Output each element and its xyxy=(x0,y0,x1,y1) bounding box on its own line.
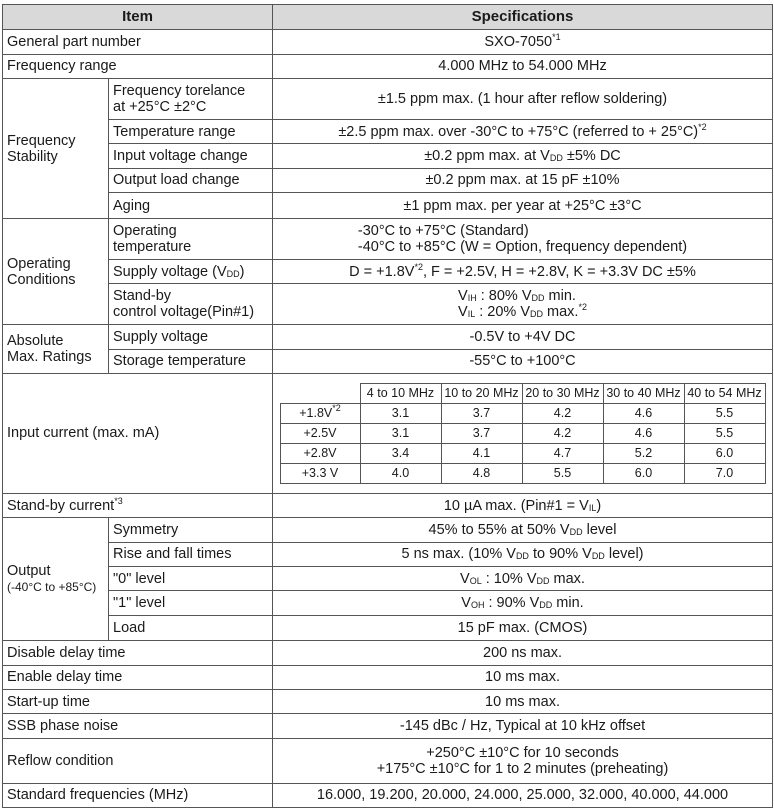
disable-delay-label: Disable delay time xyxy=(3,641,273,665)
output-label: Output (-40°C to +85°C) xyxy=(3,518,109,641)
startup-time-value: 10 ms max. xyxy=(273,690,773,714)
table-row xyxy=(3,665,773,689)
frequency-stability-label: Frequency Stability xyxy=(3,79,109,219)
table-row xyxy=(3,79,773,120)
table-row xyxy=(3,260,773,284)
input-current-voltage: +3.3 V xyxy=(280,463,360,483)
level-0-value: $V_{OL}$ : 10% $V_{DD}$ max. xyxy=(273,567,773,591)
level-1-value: $V_{OH}$ : 90% $V_{DD}$ min. xyxy=(273,591,773,615)
item-header: Item xyxy=(3,5,273,30)
enable-delay-value: 10 ms max. xyxy=(273,665,773,689)
input-current-value: 4.7 xyxy=(522,443,603,463)
standby-current-label: Stand-by current$^{*3}$ xyxy=(3,493,273,517)
table-row xyxy=(3,193,773,219)
ssb-phase-noise-label: SSB phase noise xyxy=(3,714,273,738)
input-current-value: 5.5 xyxy=(684,423,765,443)
table-row xyxy=(3,119,773,143)
frequency-tolerance-value: ±1.5 ppm max. (1 hour after reflow soldering) xyxy=(273,79,773,120)
standard-frequencies-value: 16.000, 19.200, 20.000, 24.000, 25.000, 32.000, 40.000, 44.000 xyxy=(273,783,773,808)
temperature-range-label: Temperature range xyxy=(109,119,273,143)
level-1-label: "1" level xyxy=(109,591,273,615)
abs-supply-voltage-label: Supply voltage xyxy=(109,325,273,349)
table-row xyxy=(3,168,773,192)
table-row xyxy=(3,284,773,325)
input-current-cell xyxy=(273,373,773,493)
general-part-number-value: SXO-7050$^{*1}$ xyxy=(273,30,773,54)
input-current-row xyxy=(280,463,765,483)
input-current-row xyxy=(280,443,765,463)
input-current-value: 6.0 xyxy=(603,463,684,483)
input-current-value: 6.0 xyxy=(684,443,765,463)
input-current-value: 4.8 xyxy=(441,463,522,483)
table-row xyxy=(3,54,773,78)
table-row xyxy=(3,738,773,783)
table-row xyxy=(3,591,773,615)
input-current-value: 5.5 xyxy=(684,403,765,423)
input-current-value: 4.6 xyxy=(603,403,684,423)
table-row xyxy=(3,783,773,808)
table-row xyxy=(3,518,773,542)
aging-value: ±1 ppm max. per year at +25°C ±3°C xyxy=(273,193,773,219)
input-current-corner xyxy=(280,383,360,403)
input-voltage-change-value: ±0.2 ppm max. at $V_{DD} \pm 5\%$ DC xyxy=(273,144,773,168)
absolute-max-ratings-label: Absolute Max. Ratings xyxy=(3,325,109,374)
rise-fall-times-label: Rise and fall times xyxy=(109,542,273,566)
output-load-change-label: Output load change xyxy=(109,168,273,192)
frequency-tolerance-label: Frequency torelance at +25°C ±2°C xyxy=(109,79,273,120)
input-current-value: 4.1 xyxy=(441,443,522,463)
input-current-row xyxy=(280,423,765,443)
input-current-voltage: $+1.8V^{*2}$ xyxy=(280,403,360,423)
load-label: Load xyxy=(109,615,273,640)
table-row xyxy=(3,567,773,591)
frequency-range-value: 4.000 MHz to 54.000 MHz xyxy=(273,54,773,78)
specifications-header: Specifications xyxy=(273,5,773,30)
input-current-value: 4.2 xyxy=(522,423,603,443)
input-current-value: 4.0 xyxy=(360,463,441,483)
input-current-column-header: 40 to 54 MHz xyxy=(684,383,765,403)
standby-control-voltage-value: $V_{IH}$ : 80% $V_{DD}$ min. $V_{IL}$ : 20% $V_{DD}$ max.$^{*2}$ xyxy=(273,284,773,325)
operating-temperature-label: Operating temperature xyxy=(109,219,273,260)
table-row xyxy=(3,373,773,493)
symmetry-label: Symmetry xyxy=(109,518,273,542)
operating-temperature-value: -30°C to +75°C (Standard) -40°C to +85°C (W = Option, frequency dependent) xyxy=(273,219,773,260)
operating-conditions-label: Operating Conditions xyxy=(3,219,109,325)
input-current-value: 3.1 xyxy=(360,423,441,443)
input-current-value: 5.2 xyxy=(603,443,684,463)
input-voltage-change-label: Input voltage change xyxy=(109,144,273,168)
input-current-column-header: 4 to 10 MHz xyxy=(360,383,441,403)
startup-time-label: Start-up time xyxy=(3,690,273,714)
reflow-condition-value: +250°C ±10°C for 10 seconds +175°C ±10°C for 1 to 2 minutes (preheating) xyxy=(273,738,773,783)
input-current-value: 3.1 xyxy=(360,403,441,423)
input-current-value: 5.5 xyxy=(522,463,603,483)
table-header-row xyxy=(3,5,773,30)
reflow-condition-label: Reflow condition xyxy=(3,738,273,783)
table-row xyxy=(3,493,773,517)
input-current-value: 4.2 xyxy=(522,403,603,423)
input-current-column-header: 30 to 40 MHz xyxy=(603,383,684,403)
input-current-value: 4.6 xyxy=(603,423,684,443)
standby-current-value: 10 µA max. (Pin#1 = $V_{IL}$) xyxy=(273,493,773,517)
table-row xyxy=(3,714,773,738)
table-row xyxy=(3,325,773,349)
input-current-value: 7.0 xyxy=(684,463,765,483)
level-0-label: "0" level xyxy=(109,567,273,591)
table-row xyxy=(3,542,773,566)
input-current-row xyxy=(280,403,765,423)
aging-label: Aging xyxy=(109,193,273,219)
temperature-range-value: ±2.5 ppm max. over -30°C to +75°C (referred to + 25°C)$^{*2}$ xyxy=(273,119,773,143)
ssb-phase-noise-value: -145 dBc / Hz, Typical at 10 kHz offset xyxy=(273,714,773,738)
load-value: 15 pF max. (CMOS) xyxy=(273,615,773,640)
input-current-voltage: +2.8V xyxy=(280,443,360,463)
output-load-change-value: ±0.2 ppm max. at 15 pF ±10% xyxy=(273,168,773,192)
abs-supply-voltage-value: -0.5V to +4V DC xyxy=(273,325,773,349)
input-current-value: 3.4 xyxy=(360,443,441,463)
supply-voltage-vdd-label: Supply voltage $(V_{DD})$ xyxy=(109,260,273,284)
symmetry-value: 45% to 55% at 50% $V_{DD}$ level xyxy=(273,518,773,542)
input-current-header-row xyxy=(280,383,765,403)
specifications-table xyxy=(2,4,773,808)
table-row xyxy=(3,690,773,714)
disable-delay-value: 200 ns max. xyxy=(273,641,773,665)
input-current-value: 3.7 xyxy=(441,403,522,423)
input-current-table xyxy=(280,383,766,484)
input-current-label: Input current (max. mA) xyxy=(3,373,273,493)
supply-voltage-vdd-value: $D = +1.8V^{*2}$, F = +2.5V, H = +2.8V, K = +3.3V DC ±5% xyxy=(273,260,773,284)
input-current-voltage: +2.5V xyxy=(280,423,360,443)
input-current-column-header: 20 to 30 MHz xyxy=(522,383,603,403)
table-row xyxy=(3,349,773,373)
table-row xyxy=(3,615,773,640)
enable-delay-label: Enable delay time xyxy=(3,665,273,689)
table-row xyxy=(3,641,773,665)
footnote-mark: *1 xyxy=(552,32,561,43)
storage-temperature-value: -55°C to +100°C xyxy=(273,349,773,373)
standard-frequencies-label: Standard frequencies (MHz) xyxy=(3,783,273,808)
standby-control-voltage-label: Stand-by control voltage(Pin#1) xyxy=(109,284,273,325)
input-current-value: 3.7 xyxy=(441,423,522,443)
input-current-column-header: 10 to 20 MHz xyxy=(441,383,522,403)
table-row xyxy=(3,219,773,260)
table-row xyxy=(3,30,773,54)
storage-temperature-label: Storage temperature xyxy=(109,349,273,373)
frequency-range-label: Frequency range xyxy=(3,54,273,78)
table-row xyxy=(3,144,773,168)
rise-fall-times-value: 5 ns max. (10% $V_{DD}$ to 90% $V_{DD}$ level) xyxy=(273,542,773,566)
general-part-number-label: General part number xyxy=(3,30,273,54)
